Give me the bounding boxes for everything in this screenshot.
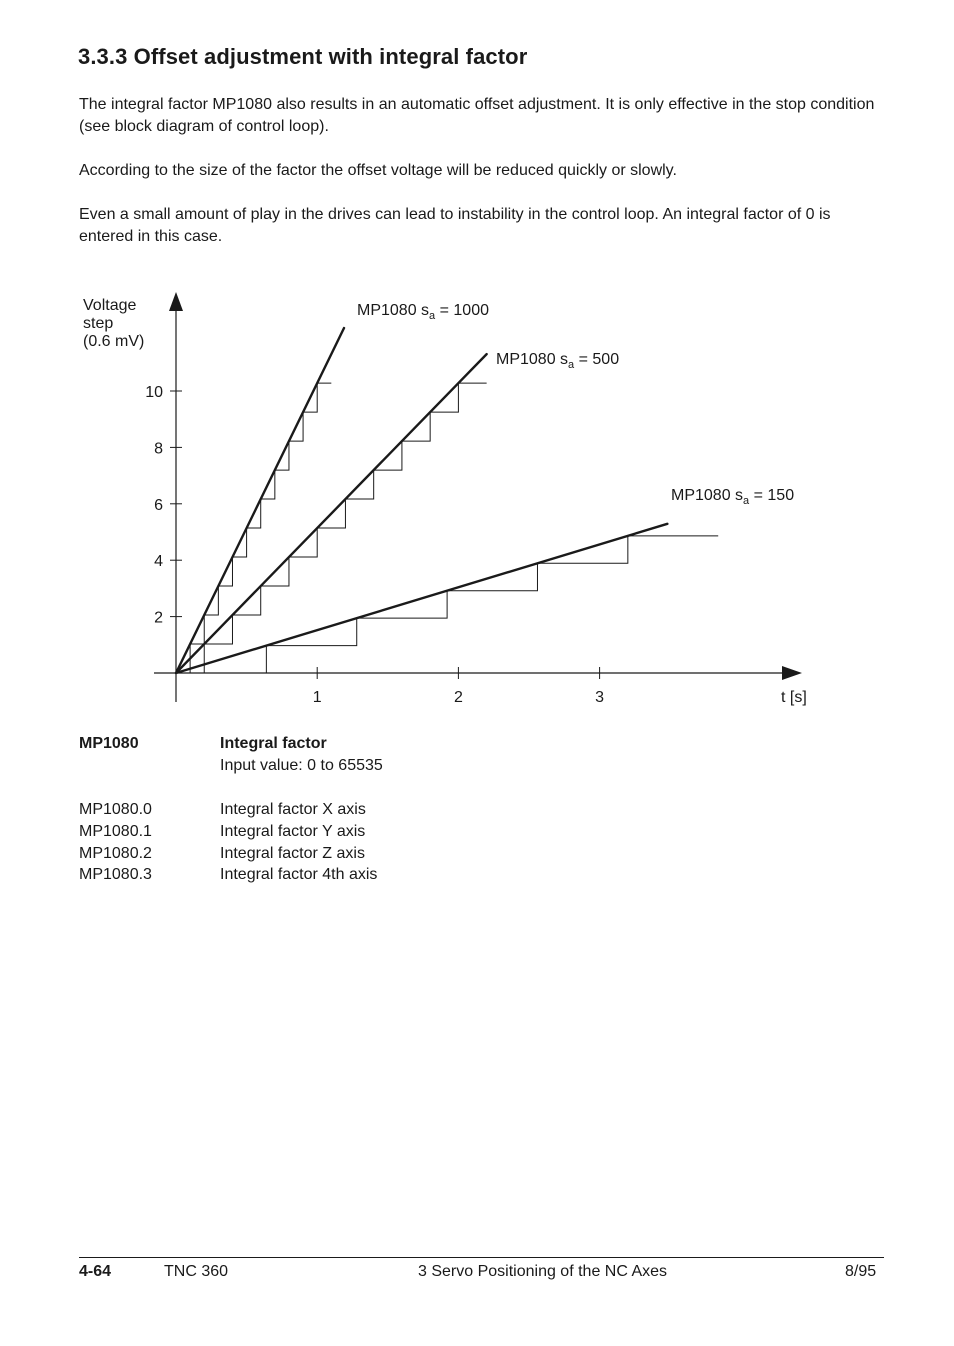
- y-tick-label: 4: [154, 553, 163, 571]
- series: [176, 524, 718, 673]
- section-heading: 3.3.3 Offset adjustment with integral factor: [78, 44, 528, 69]
- param-row-code: MP1080.3: [79, 866, 152, 883]
- series-line: [176, 328, 344, 673]
- y-tick-label: 8: [154, 440, 163, 458]
- x-tick-label: 1: [312, 689, 322, 706]
- footer-product: TNC 360: [164, 1263, 229, 1280]
- integral-factor-chart: [0, 280, 954, 720]
- footer-date: 8/95: [845, 1263, 877, 1280]
- series-steps: [176, 536, 718, 673]
- y-axis-arrowhead: [169, 292, 183, 311]
- param-row-code: MP1080.1: [79, 823, 152, 840]
- y-axis-label: [83, 297, 144, 350]
- param-code: MP1080: [79, 735, 139, 752]
- y-axis-label-line-2: step: [83, 315, 114, 332]
- y-tick-label: 10: [145, 384, 163, 401]
- series-steps: [176, 383, 487, 673]
- param-row-desc: Integral factor Y axis: [220, 823, 366, 840]
- y-axis-label-line-3: (0.6 mV): [83, 333, 145, 350]
- param-row-code: MP1080.2: [79, 845, 152, 862]
- footer-page-number: 4-64: [79, 1263, 112, 1280]
- y-tick-label: 2: [154, 609, 163, 627]
- param-row-code: MP1080.0: [79, 801, 152, 818]
- paragraph-1: The integral factor MP1080 also results in an automatic offset adjustment. It is only effective in the stop condition (see block diagram of control loop).: [79, 96, 875, 135]
- paragraph-3: Even a small amount of play in the drives can lead to instability in the control loop. An integral factor of 0 is entered in this case.: [79, 206, 831, 245]
- series-label: MP1080 $s_a = 1000$: [357, 302, 489, 322]
- series-group: [176, 328, 718, 673]
- series-label: MP1080 $s_a = 150$: [671, 487, 795, 507]
- param-row-desc: Integral factor 4th axis: [220, 866, 378, 883]
- param-row-desc: Integral factor Z axis: [220, 845, 365, 862]
- param-row-desc: Integral factor X axis: [220, 801, 366, 818]
- y-tick-label: 6: [154, 496, 163, 514]
- series: [176, 328, 344, 673]
- param-input-range: Input value: 0 to 65535: [220, 757, 383, 774]
- paragraph-2: According to the size of the factor the offset voltage will be reduced quickly or slowly.: [79, 162, 677, 179]
- x-axis-label: t [s]: [781, 689, 807, 706]
- x-tick-label: 2: [453, 689, 463, 706]
- x-tick-label: 3: [595, 689, 605, 706]
- series-steps: [176, 383, 331, 673]
- y-axis-label-line-1: Voltage: [83, 297, 137, 314]
- footer-chapter: 3 Servo Positioning of the NC Axes: [418, 1263, 668, 1280]
- x-axis-arrowhead: [782, 666, 802, 680]
- param-title: Integral factor: [220, 735, 327, 752]
- series-label: MP1080 $s_a = 500$: [496, 351, 620, 371]
- footer-divider: [79, 1257, 884, 1258]
- series-labels: [357, 302, 794, 507]
